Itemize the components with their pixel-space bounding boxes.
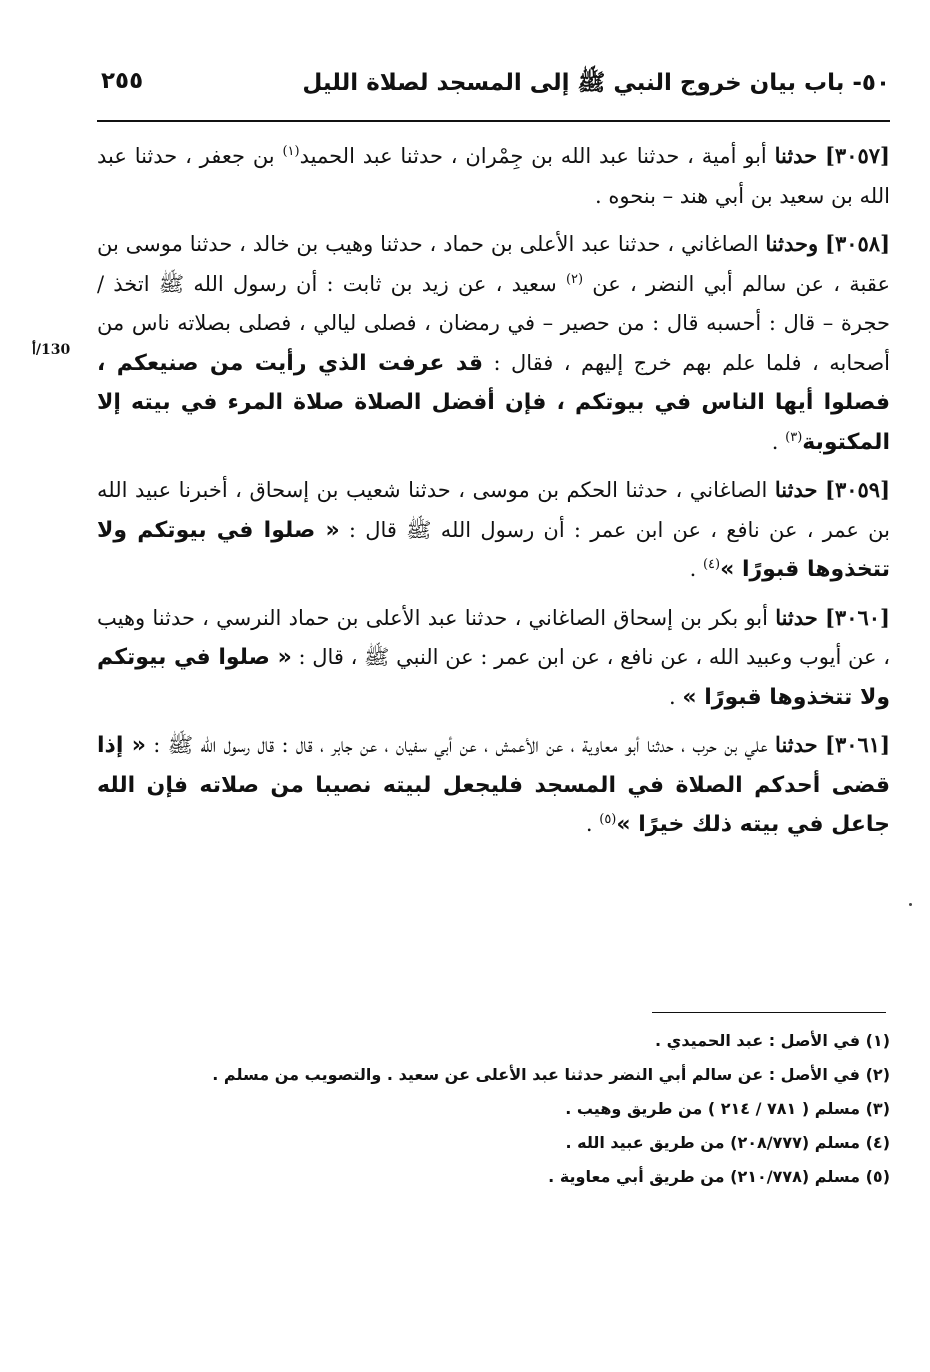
hadith-text: الصاغاني ، حدثنا الحكم بن موسى ، حدثنا شعيب بن إسحاق ، أخبرنا عبيد الله بن عمر ، عن نافع ، عن ابن عمر : أن رسول الله ﷺ قال : <box>97 478 891 542</box>
prophetic-saying: « إذا قضى أحدكم الصلاة في المسجد فليجعل لبيته نصيبا من صلاته فإن الله جاعل في بيته ذلك خيرًا » <box>97 733 890 837</box>
prophetic-saying: « صلوا في بيوتكم ولا تتخذوها قبورًا » <box>97 517 890 582</box>
sentence-end: . <box>585 812 600 836</box>
sentence-end: . <box>771 429 786 454</box>
chapter-title: ٥٠- باب بيان خروج النبي ﷺ إلى المسجد لصلاة الليل <box>302 70 890 96</box>
footnote-ref: (١) <box>282 144 300 159</box>
hadith-number: [٣٠٥٧] <box>824 143 890 168</box>
footnote-4: (٤) مسلم (٢٠٨/٧٧٧) من طريق عبيد الله . <box>565 1133 890 1152</box>
hadith-number: [٣٠٦٠] <box>824 604 890 630</box>
page-speck <box>909 903 912 906</box>
hadith-lead: حدثنا <box>774 477 818 502</box>
hadith-text-continued: بن جعفر ، حدثنا عبد الله بن سعيد بن أبي هند – بنحوه . <box>97 144 890 208</box>
hadith-lead: وحدثنا <box>765 231 819 256</box>
sentence-end: . <box>669 684 683 709</box>
footnotes <box>97 1024 890 1194</box>
hadith-number: [٣٠٦١] <box>825 732 890 757</box>
hadith-text-continued: سعيد ، عن زيد بن ثابت : أن رسول الله ﷺ اتخذ / حجرة – قال : أحسبه قال : من حصير – في رمضان ، فصلى ليالي ، فصلى بصلاته ناس من أصحابه ، فلما علم بهم خرج إليهم ، فقال : <box>97 271 890 375</box>
prophetic-saying: قد عرفت الذي رأيت من صنيعكم ، فصلوا أيها الناس في بيوتكم ، فإن أفضل الصلاة صلاة المرء في بيته إلا المكتوبة <box>97 350 890 455</box>
hadith-text: علي بن حرب ، حدثنا أبو معاوية ، عن الأعمش ، عن أبي سفيان ، عن جابر ، قال : قال رسول الله ﷺ : <box>153 733 768 757</box>
footnote-ref: (٢) <box>565 271 584 287</box>
footnote-5: (٥) مسلم (٢١٠/٧٧٨) من طريق أبي معاوية . <box>548 1167 890 1186</box>
main-text <box>97 136 890 853</box>
manuscript-folio-note: 130/أ <box>32 342 71 358</box>
page-number: ٢٥٥ <box>101 68 144 94</box>
hadith-text: أبو أمية ، حدثنا عبد الله بن جِمْران ، حدثنا عبد الحميد <box>299 144 767 168</box>
hadith-lead: حدثنا <box>775 604 818 630</box>
hadith-lead: حدثنا <box>775 732 818 757</box>
sentence-end: . <box>689 557 703 581</box>
hadith-3057 <box>97 136 890 216</box>
hadith-3060 <box>97 598 890 718</box>
footnote-1: (١) في الأصل : عبد الحميدي . <box>655 1031 890 1050</box>
hadith-text: أبو بكر بن إسحاق الصاغاني ، حدثنا عبد الأعلى بن حماد النرسي ، حدثنا وهيب ، عن أيوب وعبيد الله ، عن نافع ، عن ابن عمر : عن النبي ﷺ ، قال : <box>97 605 890 669</box>
footnote-divider <box>652 1012 886 1013</box>
footnote-2: (٢) في الأصل : عن سالم أبي النضر حدثنا عبد الأعلى عن سعيد . والتصويب من مسلم . <box>212 1065 890 1084</box>
footnote-ref: (٤) <box>702 557 721 572</box>
hadith-3061 <box>97 725 890 845</box>
header-divider <box>97 120 890 122</box>
hadith-number: [٣٠٥٩] <box>825 477 890 502</box>
hadith-3059 <box>97 470 890 590</box>
hadith-number: [٣٠٥٨] <box>825 231 890 256</box>
prophetic-saying: « صلوا في بيوتكم ولا تتخذوها قبورًا » <box>97 645 890 710</box>
footnote-ref: (٣) <box>785 429 803 445</box>
page-header <box>97 66 890 110</box>
footnote-ref: (٥) <box>599 812 617 827</box>
hadith-3058 <box>97 224 890 462</box>
hadith-text: الصاغاني ، حدثنا عبد الأعلى بن حماد ، حدثنا وهيب بن خالد ، حدثنا موسى بن عقبة ، عن سالم أبي النضر ، عن <box>97 232 890 296</box>
hadith-lead: حدثنا <box>774 143 818 168</box>
footnote-3: (٣) مسلم ( ٧٨١ / ٢١٤ ) من طريق وهيب . <box>565 1099 890 1118</box>
